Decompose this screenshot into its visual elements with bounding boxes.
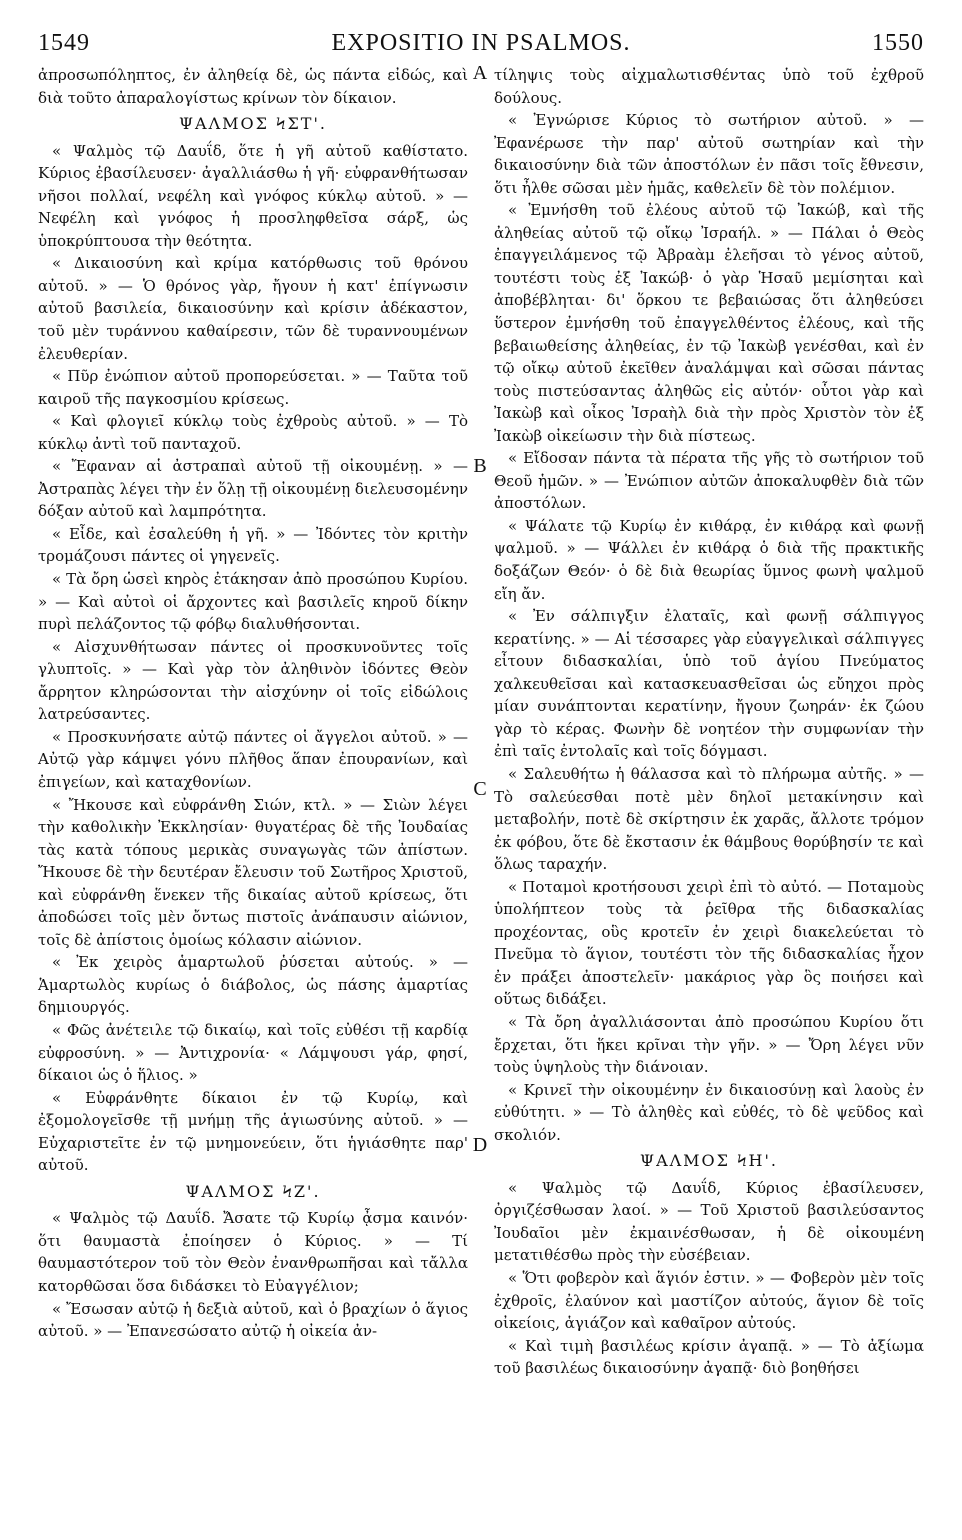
- commentary-paragraph: « Ὅτι φοβερὸν καὶ ἅγιόν ἐστιν. » — Φοβερὸν μὲν τοῖς ἐχθροῖς, ἐλαύνον καὶ μαστίζον αὐτούς, ἅγιον δὲ τοῖς οἰκείοις, ἁγιάζον καὶ καθαῖρον αὐτούς.: [494, 1268, 924, 1333]
- commentary-paragraph: « Εἶδε, καὶ ἐσαλεύθη ἡ γῆ. » — Ἰδόντες τὸν κριτὴν τρομάζουσι πάντες οἱ γηγενεῖς.: [38, 524, 468, 566]
- commentary-paragraph: « Τὰ ὄρη ὡσεὶ κηρὸς ἐτάκησαν ἀπὸ προσώπου Κυρίου. » — Καὶ αὐτοὶ οἱ ἄρχοντες καὶ βασιλεῖς κηροῦ δίκην πυρὶ πελάζοντος τῷ φόβῳ διαλυθήσονται.: [38, 570, 468, 634]
- commentary-paragraph: « Καὶ φλογιεῖ κύκλῳ τοὺς ἐχθροὺς αὐτοῦ. » — Τὸ κύκλῳ ἀντὶ τοῦ πανταχοῦ.: [38, 412, 468, 453]
- margin-marker-d: D: [472, 1134, 488, 1156]
- commentary-paragraph: « Δικαιοσύνη καὶ κρίμα κατόρθωσις τοῦ θρόνου αὐτοῦ. » — Ὁ θρόνος γὰρ, ἤγουν ἡ κατ' ἐπίγνωσιν αὐτοῦ βασιλεία, δικαιοσύνην καὶ κρίσιν ἀδέκαστον, τοῦ μὲν τυράννου καθαίρεσιν, τῶν δὲ τυραννουμένων ἐλευθερίαν.: [38, 254, 468, 363]
- commentary-paragraph: « Εἴδοσαν πάντα τὰ πέρατα τῆς γῆς τὸ σωτήριον τοῦ Θεοῦ ἡμῶν. » — Ἐνώπιον αὐτῶν ἀποκαλυφθὲν διὰ τῶν ἀποστόλων.: [494, 449, 924, 513]
- commentary-paragraph: « Ἐκ χειρὸς ἁμαρτωλοῦ ῥύσεται αὐτούς. » — Ἁμαρτωλὸς κυρίως ὁ διάβολος, ὡς πάσης ἁμαρτίας δημιουργός.: [38, 953, 468, 1017]
- margin-marker-c: C: [473, 778, 487, 800]
- left-column: [38, 64, 468, 1343]
- commentary-paragraph: ἀπροσωπόληπτος, ἐν ἀληθείᾳ δὲ, ὡς πάντα εἰδώς, καὶ διὰ τοῦτο ἀπαραλογίστως κρίνων τὸν δίκαιον.: [38, 66, 468, 107]
- commentary-paragraph: « Κρινεῖ τὴν οἰκουμένην ἐν δικαιοσύνῃ καὶ λαοὺς ἐν εὐθύτητι. » — Τὸ ἀληθὲς καὶ εὐθές, τὸ δὲ ψεῦδος καὶ σκολιόν.: [494, 1080, 924, 1144]
- commentary-paragraph: « Ἐν σάλπιγξιν ἐλαταῖς, καὶ φωνῇ σάλπιγγος κερατίνης. » — Αἱ τέσσαρες γὰρ εὐαγγελικαὶ σάλπιγγες εἶτουν διδασκαλίαι, ὑπὸ τοῦ ἁγίου Πνεύματος χαλκευθεῖσαι καὶ κατασκευασθεῖσαι ὡς εὔηχοι πρὸς μίαν συνάπτονται κερατίνην, ἤγουν ζωηράν· ἐκ ζώου γὰρ τὸ κέρας. Φωνὴν δὲ νοητέον τὴν συμφωνίαν τὴν ἐπὶ ταῖς ἐντολαῖς καὶ τοῖς δόγμασι.: [494, 607, 924, 761]
- commentary-paragraph: « Ἐγνώρισε Κύριος τὸ σωτήριον αὐτοῦ. » — Ἐφανέρωσε τὴν παρ' αὐτοῦ σωτηρίαν καὶ τὴν δικαιοσύνην διὰ τῶν ἀποστόλων ἐν πᾶσι τοῖς ἔθνεσιν, ὅτι ἦλθε σῶσαι μὲν ἡμᾶς, καθελεῖν δὲ τὸν πολέμιον.: [494, 111, 924, 197]
- commentary-paragraph: τίληψις τοὺς αἰχμαλωτισθέντας ὑπὸ τοῦ ἐχθροῦ δούλους.: [494, 66, 924, 107]
- page-number-left: 1549: [38, 29, 90, 56]
- page-number-right: 1550: [872, 29, 924, 56]
- commentary-paragraph: « Ποταμοὶ κροτήσουσι χειρὶ ἐπὶ τὸ αὐτό. — Ποταμοὺς ὑπολήπτεον τοὺς τὰ ῥεῖθρα τῆς διδασκαλίας προχέοντας, οὓς κροτεῖν ἐν χειρὶ διακελεύεται τὸ Πνεῦμα τὸ ἅγιον, τουτέστι τὸν τῆς διδασκαλίας ἦχον ἐν πράξει ἀποστελεῖν· μακάριος γὰρ ὃς ποιήσει καὶ οὕτως διδάξει.: [494, 877, 924, 1009]
- commentary-paragraph: « Φῶς ἀνέτειλε τῷ δικαίῳ, καὶ τοῖς εὐθέσι τῇ καρδίᾳ εὐφροσύνη. » — Ἀντιχρονία· « Λάμψουσι γάρ, φησί, δίκαιοι ὡς ὁ ἥλιος. »: [38, 1020, 468, 1085]
- commentary-paragraph: « Ἔφαναν αἱ ἀστραπαὶ αὐτοῦ τῇ οἰκουμένῃ. » — Ἀστραπὰς λέγει τὴν ἐν ὅλῃ τῇ οἰκουμένῃ διελευσομένην δόξαν αὐτοῦ καὶ λαμπρότητα.: [38, 457, 468, 521]
- commentary-paragraph: « Προσκυνήσατε αὐτῷ πάντες οἱ ἄγγελοι αὐτοῦ. » — Αὐτῷ γὰρ κάμψει γόνυ πλῆθος ἅπαν ἐπουρανίων, καὶ ἐπιγείων, καὶ καταχθονίων.: [38, 727, 468, 791]
- commentary-paragraph: « Τὰ ὄρη ἀγαλλιάσονται ἀπὸ προσώπου Κυρίου ὅτι ἔρχεται, ὅτι ἥκει κρῖναι τὴν γῆν. » — Ὄρη λέγει νῦν τοὺς ὑψηλοὺς τὴν διάνοιαν.: [494, 1012, 924, 1077]
- margin-marker-a: A: [472, 62, 488, 84]
- psalm-heading: ΨΑΛΜΟΣ ϞΣΤ'.: [179, 114, 327, 134]
- right-column: [494, 64, 924, 1380]
- commentary-paragraph: « Ψαλμὸς τῷ Δαυΐδ, ὅτε ἡ γῆ αὐτοῦ καθίστατο. Κύριος ἐβασίλευσεν· ἀγαλλιάσθω ἡ γῆ· εὐφρανθήτωσαν νῆσοι πολλαί, νεφέλη καὶ γνόφος κύκλῳ αὐτοῦ. » — Νεφέλη καὶ γνόφος ἡ προσληφθεῖσα σάρξ, ὡς ὑποκρύπτουσα τὴν θεότητα.: [38, 141, 468, 250]
- margin-marker-b: B: [473, 455, 487, 477]
- commentary-paragraph: « Ψάλατε τῷ Κυρίῳ ἐν κιθάρᾳ, ἐν κιθάρᾳ καὶ φωνῇ ψαλμοῦ. » — Ψάλλει ἐν κιθάρᾳ ὁ διὰ τῆς πρακτικῆς δοξάζων Θεόν· ὁ δὲ διὰ θεωρίας ὕμνος φωνὴ ψαλμοῦ εἴη ἄν.: [494, 516, 924, 603]
- commentary-paragraph: « Ψαλμὸς τῷ Δαυΐδ, Κύριος ἐβασίλευσεν, ὀργιζέσθωσαν λαοί. » — Τοῦ Χριστοῦ βασιλεύσαντος Ἰουδαῖοι μὲν ἐκμαινέσθωσαν, ἡ δὲ οἰκουμένη μετατιθέσθω πρὸς τὴν εὐσέβειαν.: [494, 1178, 924, 1265]
- commentary-paragraph: « Ἤκουσε καὶ εὐφράνθη Σιών, κτλ. » — Σιὼν λέγει τὴν καθολικὴν Ἐκκλησίαν· θυγατέρας δὲ τῆς Ἰουδαίας τὰς κατὰ τόπους μερικὰς συναγωγὰς τῶν ἀπίστων. Ἤκουσε δὲ τὴν δευτέραν ἔλευσιν τοῦ Σωτῆρος Χριστοῦ, καὶ εὐφράνθη ἕνεκεν τῆς δικαίας αὐτοῦ κρίσεως, ὅτι ἀποδώσει τοῖς μὲν ὄντως πιστοῖς ἀνάπαυσιν αἰώνιον, τοῖς δὲ ἀπίστοις ὁμοίως κόλασιν αἰώνιον.: [38, 795, 468, 949]
- running-title: EXPOSITIO IN PSALMOS.: [331, 29, 631, 56]
- commentary-paragraph: « Καὶ τιμὴ βασιλέως κρίσιν ἀγαπᾷ. » — Τὸ ἀξίωμα τοῦ βασιλέως δικαιοσύνην ἀγαπᾷ· διὸ βοηθήσει: [494, 1336, 924, 1378]
- commentary-paragraph: « Ἔσωσαν αὐτῷ ἡ δεξιὰ αὐτοῦ, καὶ ὁ βραχίων ὁ ἅγιος αὐτοῦ. » — Ἐπανεσώσατο αὐτῷ ἡ οἰκεία ἀν-: [38, 1299, 468, 1341]
- page-header: [38, 26, 924, 60]
- commentary-paragraph: « Αἰσχυνθήτωσαν πάντες οἱ προσκυνοῦντες τοῖς γλυπτοῖς. » — Καὶ γὰρ τὸν ἀληθινὸν ἰδόντες Θεὸν ἄρρητον κληρώσονται τὴν αἰσχύνην οἱ τοῖς εἰδώλοις λατρεύσαντες.: [38, 637, 468, 724]
- commentary-paragraph: « Ἐμνήσθη τοῦ ἐλέους αὐτοῦ τῷ Ἰακώβ, καὶ τῆς ἀληθείας αὐτοῦ τῷ οἴκῳ Ἰσραήλ. » — Πάλαι ὁ Θεὸς ἐπαγγειλάμενος τῷ Ἀβραὰμ ἐλεῆσαι τὸ γένος αὐτοῦ, τουτέστι τοὺς ἐξ Ἰακώβ· ὁ γὰρ Ἡσαῦ μεμίσηται καὶ ἀποβέβληται· δι' ὅρκου τε βεβαιώσας ὅτι ἀληθεύσει ὕστερον ἐμνήσθη τοῦ ἐπαγγελθέντος ἐλέους, καὶ τῆς βεβαιωθείσης ἀληθείας, ἐν τῷ Ἰακὼβ γενέσθαι, καὶ ἐν τῷ οἴκῳ αὐτοῦ ἐκεῖθεν ἀναλάμψαι καὶ σῶσαι πάντας τοὺς πιστεύσαντας ἀληθῶς εἰς αὐτόν· οὗτοι γὰρ καὶ Ἰακὼβ καὶ οἶκος Ἰσραὴλ διὰ τὴν πρὸς Χριστὸν τὸν ἐξ Ἰακὼβ οἰκείωσιν τὴν διὰ πίστεως.: [494, 201, 924, 445]
- commentary-paragraph: « Σαλευθήτω ἡ θάλασσα καὶ τὸ πλήρωμα αὐτῆς. » — Τὸ σαλεύεσθαι ποτὲ μὲν δηλοῖ μετακίνησιν καὶ μεταβολήν, ποτὲ δὲ σκίρτησιν ἐκ χαρᾶς, ἄλλοτε τρόμον ἐκ φόβου, ὅτε δὲ ἔκστασιν ἐκ θάμβους θορύβησίν τε καὶ ὅλως ταραχήν.: [494, 764, 924, 874]
- psalm-heading: ΨΑΛΜΟΣ ϞΖ'.: [185, 1181, 321, 1201]
- psalm-heading: ΨΑΛΜΟΣ ϞΗ'.: [640, 1151, 778, 1171]
- commentary-paragraph: « Ψαλμὸς τῷ Δαυΐδ. Ἄσατε τῷ Κυρίῳ ᾆσμα καινόν· ὅτι θαυμαστὰ ἐποίησεν ὁ Κύριος. » — Τί θαυμαστότερον τοῦ τὸν Θεὸν ἐνανθρωπῆσαι καὶ τἄλλα κατορθῶσαι ὅσα διδάσκει τὸ Εὐαγγέλιον;: [38, 1209, 468, 1295]
- commentary-paragraph: « Πῦρ ἐνώπιον αὐτοῦ προπορεύσεται. » — Ταῦτα τοῦ καιροῦ τῆς παγκοσμίου κρίσεως.: [38, 367, 468, 408]
- commentary-paragraph: « Εὐφράνθητε δίκαιοι ἐν τῷ Κυρίῳ, καὶ ἐξομολογεῖσθε τῇ μνήμῃ τῆς ἁγιωσύνης αὐτοῦ. » — Εὐχαριστεῖτε ἐν τῷ μνημονεύειν, ὅτι ἡγιάσθητε παρ' αὐτοῦ.: [38, 1088, 468, 1175]
